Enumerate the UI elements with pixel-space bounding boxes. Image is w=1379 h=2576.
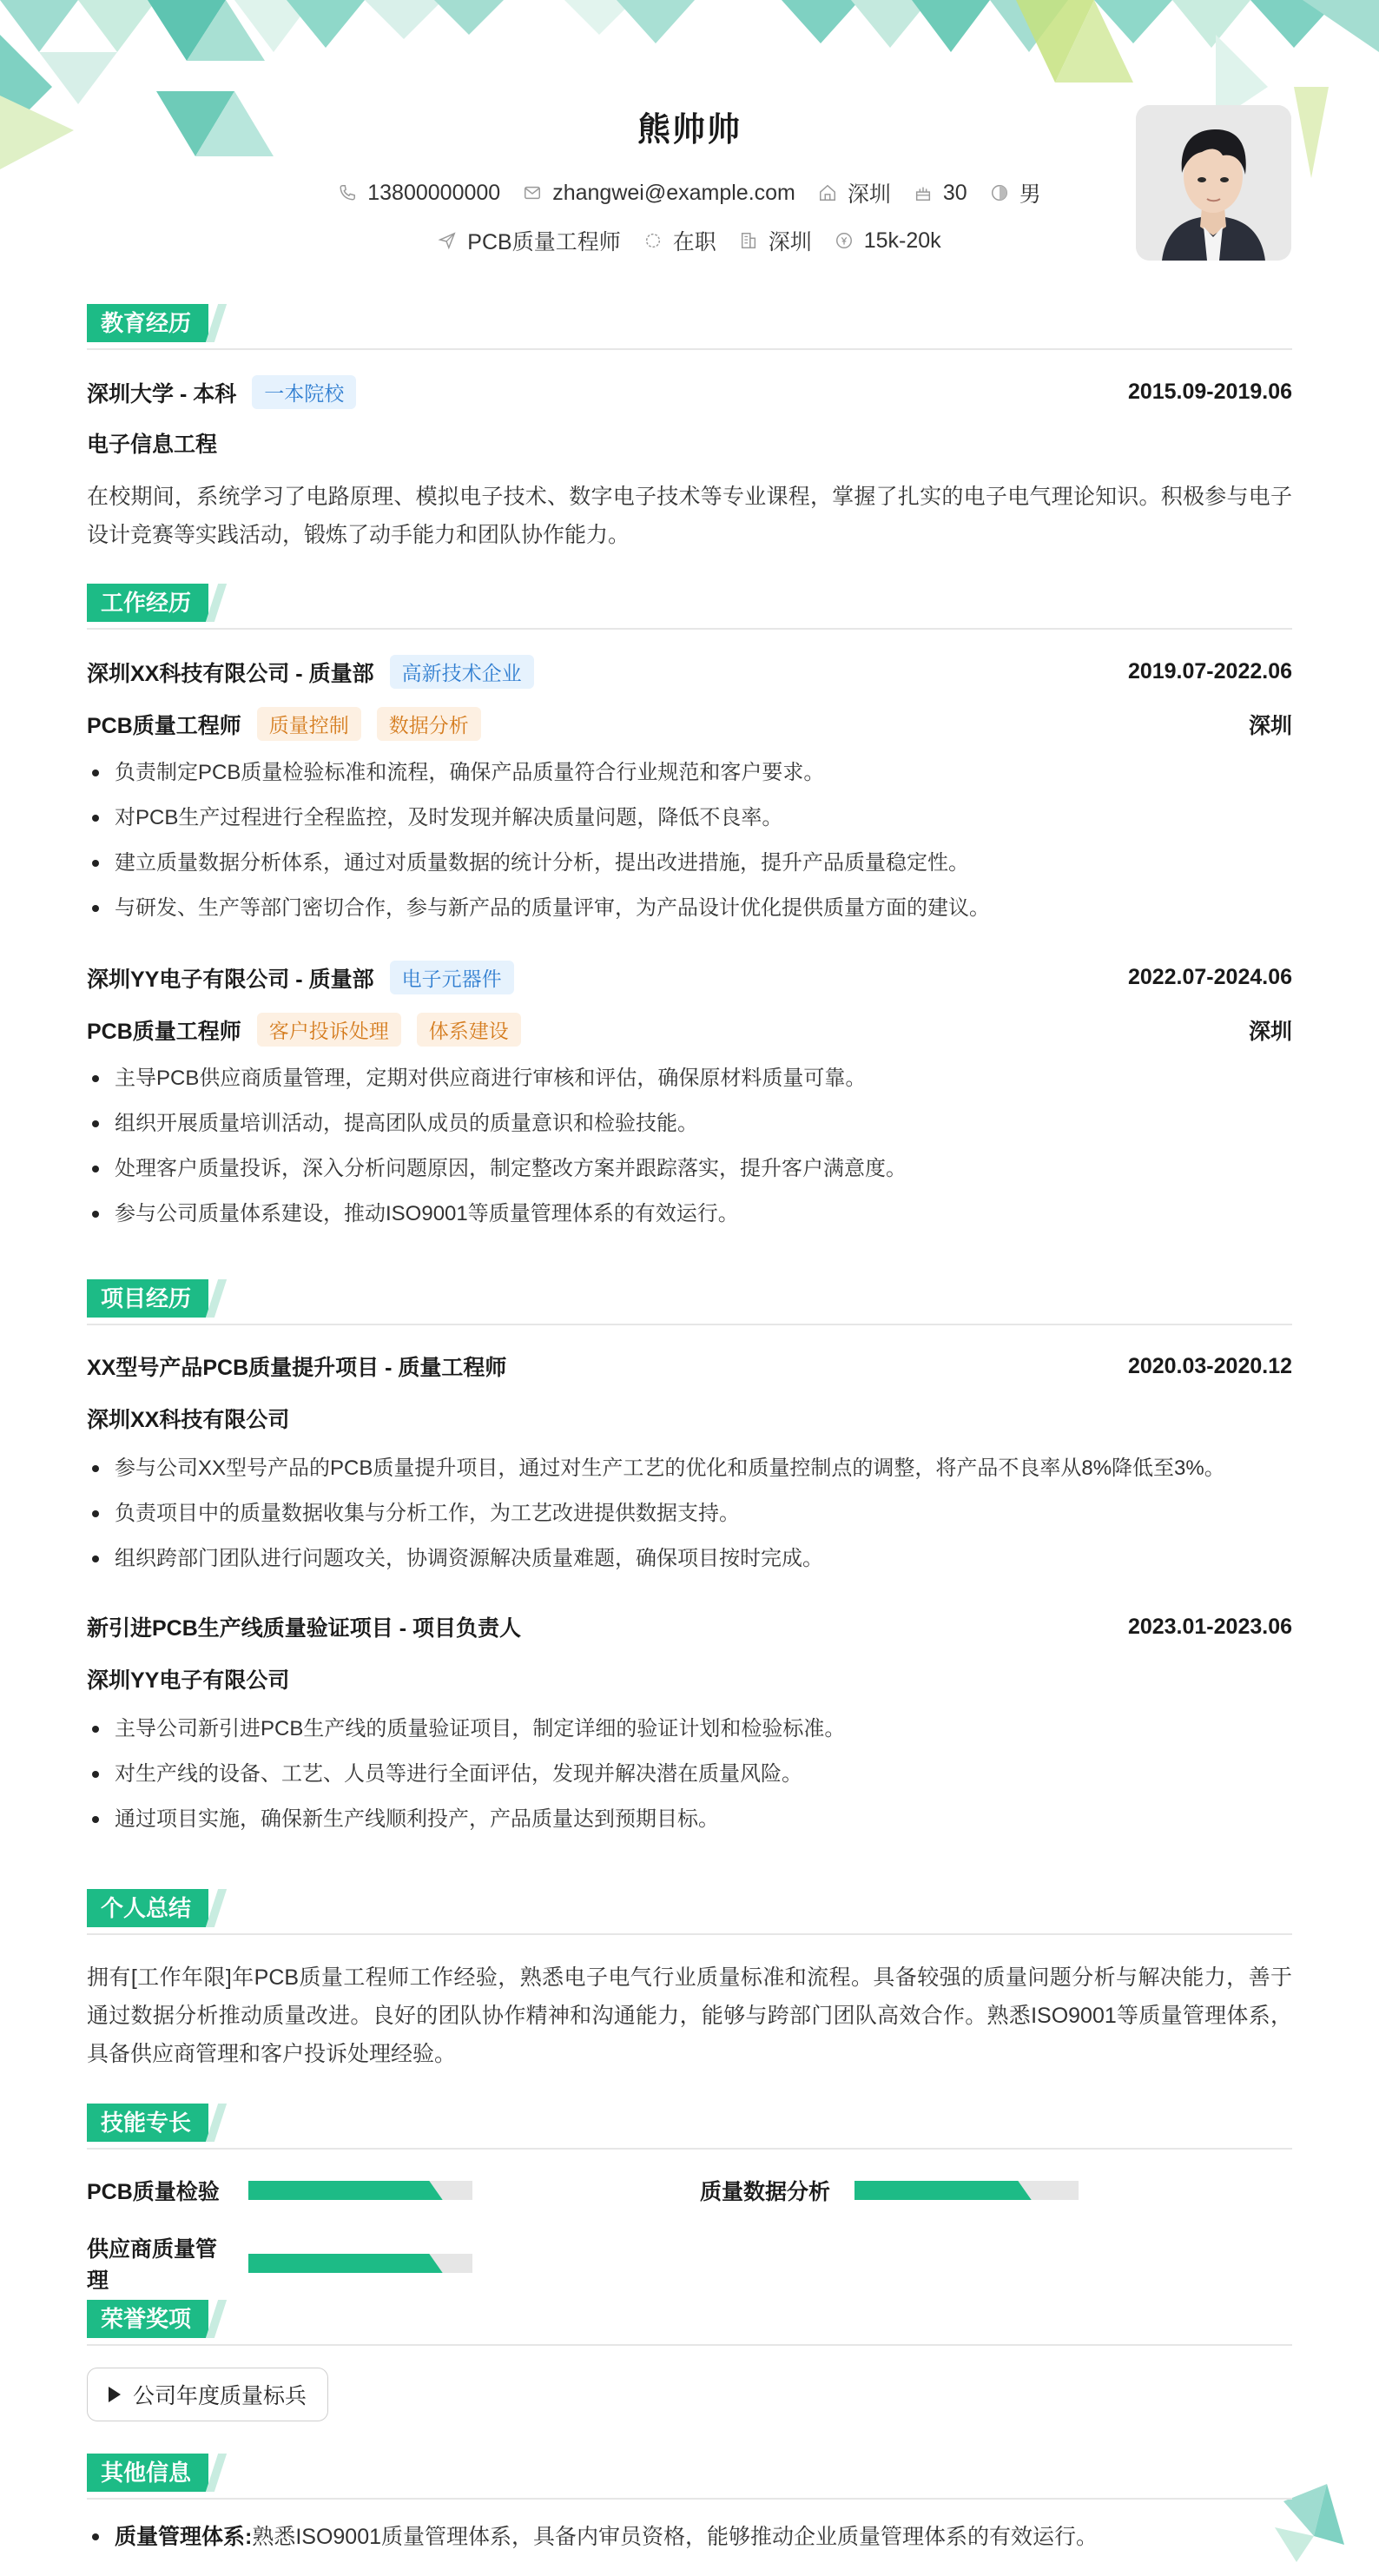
list-item: 与研发、生产等部门密切合作，参与新产品的质量评审，为产品设计优化提供质量方面的建议。	[87, 886, 1292, 931]
list-item: 主导PCB供应商质量管理，定期对供应商进行审核和评估，确保原材料质量可靠。	[87, 1056, 1292, 1101]
skill-tag: 体系建设	[417, 1013, 521, 1047]
section-header	[87, 1889, 1292, 1934]
job-header-row	[87, 655, 1292, 689]
status-info	[643, 225, 716, 256]
awards-section	[87, 2300, 1292, 2408]
skill-name: PCB质量检验	[87, 2180, 220, 2204]
section-title: 工作经历	[87, 584, 208, 622]
section-title-tail	[206, 304, 227, 342]
section-header	[87, 2104, 1292, 2149]
list-item: 参与公司质量体系建设，推动ISO9001等质量管理体系的有效运行。	[87, 1192, 1292, 1237]
section-title-tail	[206, 2104, 227, 2142]
avatar	[1136, 105, 1291, 261]
job-role: PCB质量工程师	[87, 713, 241, 738]
job-role-row	[87, 707, 1292, 741]
project-name: 新引进PCB生产线质量验证项目 - 项目负责人	[87, 1616, 522, 1641]
job-date: 2019.07-2022.06	[1127, 659, 1292, 684]
other-info-text: 熟悉ISO9001质量管理体系，具备内审员资格，能够推动企业质量管理体系的有效运行。	[252, 2525, 1099, 2549]
mail-icon	[523, 183, 542, 202]
project-company-row	[87, 1403, 1292, 1434]
section-title: 技能专长	[87, 2104, 208, 2142]
city-info	[818, 177, 891, 208]
money-icon	[835, 231, 854, 250]
other-section	[87, 2454, 1292, 2549]
list-item: 通过项目实施，确保新生产线顺利投产，产品质量达到预期目标。	[87, 1797, 1292, 1842]
list-item: 负责项目中的质量数据收集与分析工作，为工艺改进提供数据支持。	[87, 1491, 1292, 1536]
gender-icon	[990, 183, 1009, 202]
award-item	[87, 2368, 328, 2421]
section-header	[87, 2300, 1292, 2345]
section-divider	[87, 628, 1292, 630]
education-date: 2015.09-2019.06	[1127, 380, 1292, 404]
job-header-row	[87, 961, 1292, 994]
salary-text: 15k-20k	[863, 228, 941, 253]
target-city-text: 深圳	[768, 230, 812, 254]
resume-header	[0, 0, 1379, 278]
job-target-info	[438, 225, 620, 256]
list-item: 负责制定PCB质量检验标准和流程，确保产品质量符合行业规范和客户要求。	[87, 750, 1292, 796]
project-header-row	[87, 1611, 1292, 1642]
section-title-tail	[206, 2454, 227, 2492]
job-target-text: PCB质量工程师	[467, 230, 621, 254]
company-tag: 高新技术企业	[390, 655, 534, 689]
other-info-item	[87, 2520, 1292, 2554]
status-text: 在职	[672, 230, 716, 254]
company-name: 深圳YY电子有限公司 - 质量部	[87, 967, 374, 992]
project-company-row	[87, 1663, 1292, 1694]
school-name: 深圳大学 - 本科	[87, 381, 237, 406]
summary-text: 拥有[工作年限]年PCB质量工程师工作经验，熟悉电子电气行业质量标准和流程。具备较强的质量问题分析与解决能力，善于通过数据分析推动质量改进。良好的团队协作精神和沟通能力，能够与跨部门团队高效合作。熟悉ISO9001等质量管理体系，具备供应商管理和客户投诉处理经验。	[87, 1965, 1292, 2066]
list-item: 建立质量数据分析体系，通过对质量数据的统计分析，提出改进措施，提升产品质量稳定性。	[87, 841, 1292, 886]
send-icon	[438, 231, 457, 250]
status-icon	[643, 231, 663, 250]
list-item: 组织开展质量培训活动，提高团队成员的质量意识和检验技能。	[87, 1101, 1292, 1146]
award-text: 公司年度质量标兵	[133, 2384, 307, 2408]
candidate-name: 熊帅帅	[637, 112, 742, 149]
list-item: 参与公司XX型号产品的PCB质量提升项目，通过对生产工艺的优化和质量控制点的调整，将产品不良率从8%降低至3%。	[87, 1446, 1292, 1491]
gender-info	[990, 177, 1041, 208]
section-divider	[87, 2498, 1292, 2500]
building-icon	[739, 231, 758, 250]
project-company: 深圳XX科技有限公司	[87, 1408, 290, 1432]
project-company: 深圳YY电子有限公司	[87, 1668, 290, 1693]
skill-item	[700, 2175, 1079, 2206]
skill-name: 质量数据分析	[700, 2180, 831, 2204]
gender-text: 男	[1019, 182, 1041, 207]
section-title-tail	[206, 1279, 227, 1318]
education-description: 在校期间，系统学习了电路原理、模拟电子技术、数字电子技术等专业课程，掌握了扎实的电子电气理论知识。积极参与电子设计竞赛等实践活动，锻炼了动手能力和团队协作能力。	[87, 485, 1292, 547]
company-tag: 电子元器件	[390, 961, 514, 994]
project-date: 2023.01-2023.06	[1127, 1614, 1292, 1639]
skill-bar-fill	[248, 2181, 427, 2200]
work-section	[87, 584, 1292, 1225]
job-city: 深圳	[1248, 713, 1292, 738]
skill-tag: 质量控制	[257, 707, 361, 741]
list-item: 对生产线的设备、工艺、人员等进行全面评估，发现并解决潜在质量风险。	[87, 1752, 1292, 1797]
job-date: 2022.07-2024.06	[1127, 965, 1292, 989]
project-bullets	[87, 1446, 1292, 1582]
job-bullets	[87, 750, 1292, 931]
section-title-tail	[206, 1889, 227, 1927]
section-header	[87, 2454, 1292, 2499]
section-title: 个人总结	[87, 1889, 208, 1927]
salary-info	[835, 228, 941, 254]
section-title: 项目经历	[87, 1279, 208, 1318]
section-divider	[87, 2148, 1292, 2150]
section-title: 教育经历	[87, 304, 208, 342]
skills-section	[87, 2104, 1292, 2293]
skill-tag: 客户投诉处理	[257, 1013, 401, 1047]
cake-icon	[914, 183, 933, 202]
section-title: 荣誉奖项	[87, 2300, 208, 2338]
list-item: 处理客户质量投诉，深入分析问题原因，制定整改方案并跟踪落实，提升客户满意度。	[87, 1146, 1292, 1192]
section-header	[87, 1279, 1292, 1324]
section-title: 其他信息	[87, 2454, 208, 2492]
skill-item	[87, 2175, 472, 2206]
play-icon	[109, 2387, 121, 2402]
section-divider	[87, 1324, 1292, 1325]
home-icon	[818, 183, 837, 202]
section-divider	[87, 2344, 1292, 2346]
phone-icon	[338, 183, 357, 202]
project-date: 2020.03-2020.12	[1127, 1353, 1292, 1378]
skill-item	[87, 2232, 472, 2295]
project-bullets	[87, 1707, 1292, 1842]
list-item: 对PCB生产过程进行全程监控，及时发现并解决质量问题，降低不良率。	[87, 796, 1292, 841]
other-info-label: 质量管理体系:	[115, 2525, 253, 2549]
summary-section	[87, 1889, 1292, 2066]
skill-bar	[248, 2254, 472, 2273]
city-text: 深圳	[847, 182, 891, 207]
skill-bar-fill	[854, 2181, 1016, 2200]
major-row	[87, 427, 1292, 459]
skill-bar	[248, 2181, 472, 2200]
education-section	[87, 304, 1292, 547]
skill-tag: 数据分析	[377, 707, 481, 741]
skill-name: 供应商质量管理	[87, 2237, 218, 2293]
project-name: XX型号产品PCB质量提升项目 - 质量工程师	[87, 1356, 507, 1380]
section-divider	[87, 348, 1292, 350]
section-header	[87, 304, 1292, 349]
skill-bar	[854, 2181, 1079, 2200]
job-bullets	[87, 1056, 1292, 1237]
section-title-tail	[206, 584, 227, 622]
education-row	[87, 375, 1292, 409]
job-city: 深圳	[1248, 1019, 1292, 1044]
age-info	[914, 181, 967, 206]
company-name: 深圳XX科技有限公司 - 质量部	[87, 661, 374, 686]
section-divider	[87, 1933, 1292, 1935]
phone-text: 13800000000	[367, 180, 501, 205]
project-header-row	[87, 1351, 1292, 1382]
major-name: 电子信息工程	[87, 433, 218, 457]
email-info	[523, 181, 795, 206]
age-text: 30	[942, 180, 967, 205]
projects-section	[87, 1279, 1292, 1831]
email-text: zhangwei@example.com	[552, 180, 795, 205]
list-item: 组织跨部门团队进行问题攻关，协调资源解决质量难题，确保项目按时完成。	[87, 1536, 1292, 1582]
job-role: PCB质量工程师	[87, 1019, 241, 1044]
list-item: 主导公司新引进PCB生产线的质量验证项目，制定详细的验证计划和检验标准。	[87, 1707, 1292, 1752]
section-header	[87, 584, 1292, 629]
phone-info	[338, 181, 500, 206]
skill-bar-fill	[248, 2254, 427, 2273]
target-city-info	[739, 225, 812, 256]
job-role-row	[87, 1013, 1292, 1047]
section-title-tail	[206, 2300, 227, 2338]
school-tag: 一本院校	[252, 375, 356, 409]
